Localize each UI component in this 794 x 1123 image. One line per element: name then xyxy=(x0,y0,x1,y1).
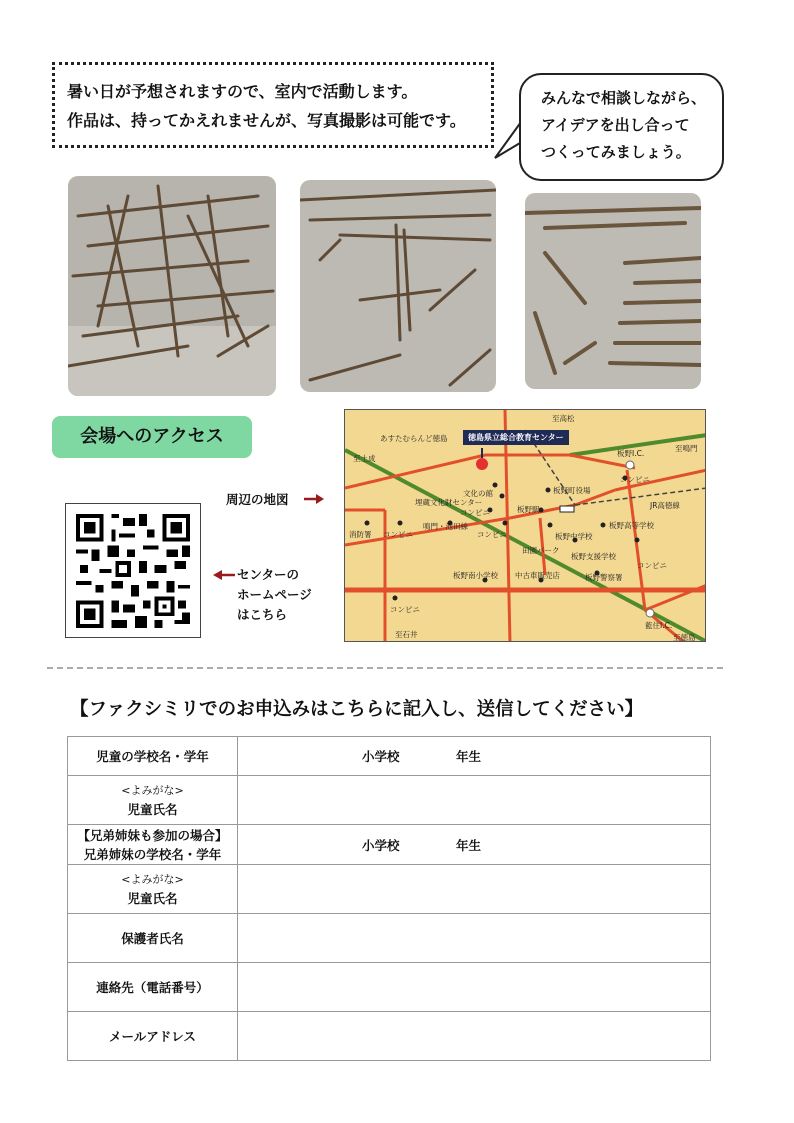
map-label: コンビニ xyxy=(477,530,507,539)
map-label: JR高徳線 xyxy=(650,501,680,510)
map-label: 中古車販売店 xyxy=(515,571,560,580)
map-label: 至徳島 xyxy=(673,633,696,642)
notice-line-2: 作品は、持ってかえれませんが、写真撮影は可能です。 xyxy=(67,111,466,130)
qr-code[interactable] xyxy=(65,503,201,638)
child-name-label xyxy=(68,776,238,825)
notice-line-1: 暑い日が予想されますので、室内で活動します。 xyxy=(67,82,418,101)
map-label: 至高松 xyxy=(552,414,575,423)
speech-bubble xyxy=(519,73,724,181)
application-form-table xyxy=(67,736,711,1061)
email-label: メールアドレス xyxy=(68,1012,238,1061)
form-row-school xyxy=(68,737,711,776)
map-label: 板野町役場 xyxy=(553,486,591,495)
map-label: 板野高等学校 xyxy=(609,521,654,530)
area-map xyxy=(344,409,706,642)
child-name-field[interactable] xyxy=(238,776,711,825)
form-row-child-name xyxy=(68,776,711,825)
sibling-school-label xyxy=(68,825,238,865)
form-row-sibling-school xyxy=(68,825,711,865)
photo-sticks-3 xyxy=(525,193,701,389)
photo-sticks-1 xyxy=(68,176,276,396)
map-label: 埋蔵文化財センター xyxy=(415,498,483,507)
map-label: 板野警察署 xyxy=(585,573,623,582)
access-heading: 会場へのアクセス xyxy=(52,416,252,458)
sibling-note: 【兄弟姉妹も参加の場合】 xyxy=(77,827,228,843)
arrow-right-icon xyxy=(304,493,324,505)
map-label: 至鳴門 xyxy=(675,444,698,453)
form-row-sibling-name xyxy=(68,865,711,914)
map-label: コンビニ xyxy=(390,605,420,614)
map-label: あすたむらんど徳島 xyxy=(380,434,448,443)
sibling-school-grade-field[interactable] xyxy=(238,825,711,865)
map-label: コンビニ xyxy=(383,530,413,539)
map-label: コンビニ xyxy=(637,561,667,570)
school-suffix: 小学校 xyxy=(362,749,400,764)
map-label: 田園パーク xyxy=(522,546,560,555)
photo-sticks-2 xyxy=(300,180,496,392)
sibling-name-field[interactable] xyxy=(238,865,711,914)
qr-code-icon xyxy=(76,514,190,628)
map-label: 板野中学校 xyxy=(555,532,593,541)
email-field[interactable] xyxy=(238,1012,711,1061)
map-label: 板野南小学校 xyxy=(453,571,498,580)
bubble-line-2: アイデアを出し合って xyxy=(541,116,690,134)
sibling-name-label xyxy=(68,865,238,914)
child-name-text: 児童氏名 xyxy=(127,802,178,817)
bubble-line-3: つくってみましょう。 xyxy=(541,143,691,161)
map-label: 板野駅 xyxy=(517,505,540,514)
map-label: 消防署 xyxy=(349,530,372,539)
furigana-label: <よみがな> xyxy=(121,784,184,797)
cut-line-divider xyxy=(47,667,723,669)
map-label: 藍住I.C. xyxy=(645,621,673,630)
fax-application-heading: 【ファクシミリでのお申込みはこちらに記入し、送信してください】 xyxy=(70,699,644,720)
homepage-caption-line-1: センターの xyxy=(237,567,300,582)
guardian-name-label: 保護者氏名 xyxy=(68,914,238,963)
map-label: コンビニ xyxy=(620,475,650,484)
map-label: 至石井 xyxy=(395,630,418,639)
bubble-line-1: みんなで相談しながら、 xyxy=(541,89,707,107)
form-row-contact xyxy=(68,963,711,1012)
sibling-school-text: 兄弟姉妹の学校名・学年 xyxy=(83,846,222,862)
notice-box xyxy=(52,62,494,148)
contact-label: 連絡先（電話番号） xyxy=(68,963,238,1012)
child-name-text: 児童氏名 xyxy=(127,891,178,906)
grade-suffix: 年生 xyxy=(456,837,482,853)
map-title: 徳島県立総合教育センター xyxy=(463,430,569,445)
homepage-caption-line-2: ホームページ xyxy=(237,587,312,602)
map-caption: 周辺の地図 xyxy=(226,492,289,507)
school-grade-field[interactable] xyxy=(238,737,711,776)
map-label: 板野I.C. xyxy=(617,449,645,458)
homepage-caption-line-3: はこちら xyxy=(237,607,288,622)
form-row-email xyxy=(68,1012,711,1061)
map-label: 文化の館 xyxy=(463,489,493,498)
homepage-caption xyxy=(237,565,312,625)
furigana-label: <よみがな> xyxy=(121,873,184,886)
guardian-name-field[interactable] xyxy=(238,914,711,963)
contact-field[interactable] xyxy=(238,963,711,1012)
form-row-guardian xyxy=(68,914,711,963)
school-suffix: 小学校 xyxy=(362,837,400,853)
school-grade-label: 児童の学校名・学年 xyxy=(68,737,238,776)
map-label: 板野支援学校 xyxy=(571,552,616,561)
arrow-left-icon xyxy=(213,569,235,581)
grade-suffix: 年生 xyxy=(456,749,482,764)
map-label: 至土成 xyxy=(353,454,376,463)
map-label: コンビニ xyxy=(460,508,490,517)
map-label: 鳴門・池田線 xyxy=(423,522,468,531)
